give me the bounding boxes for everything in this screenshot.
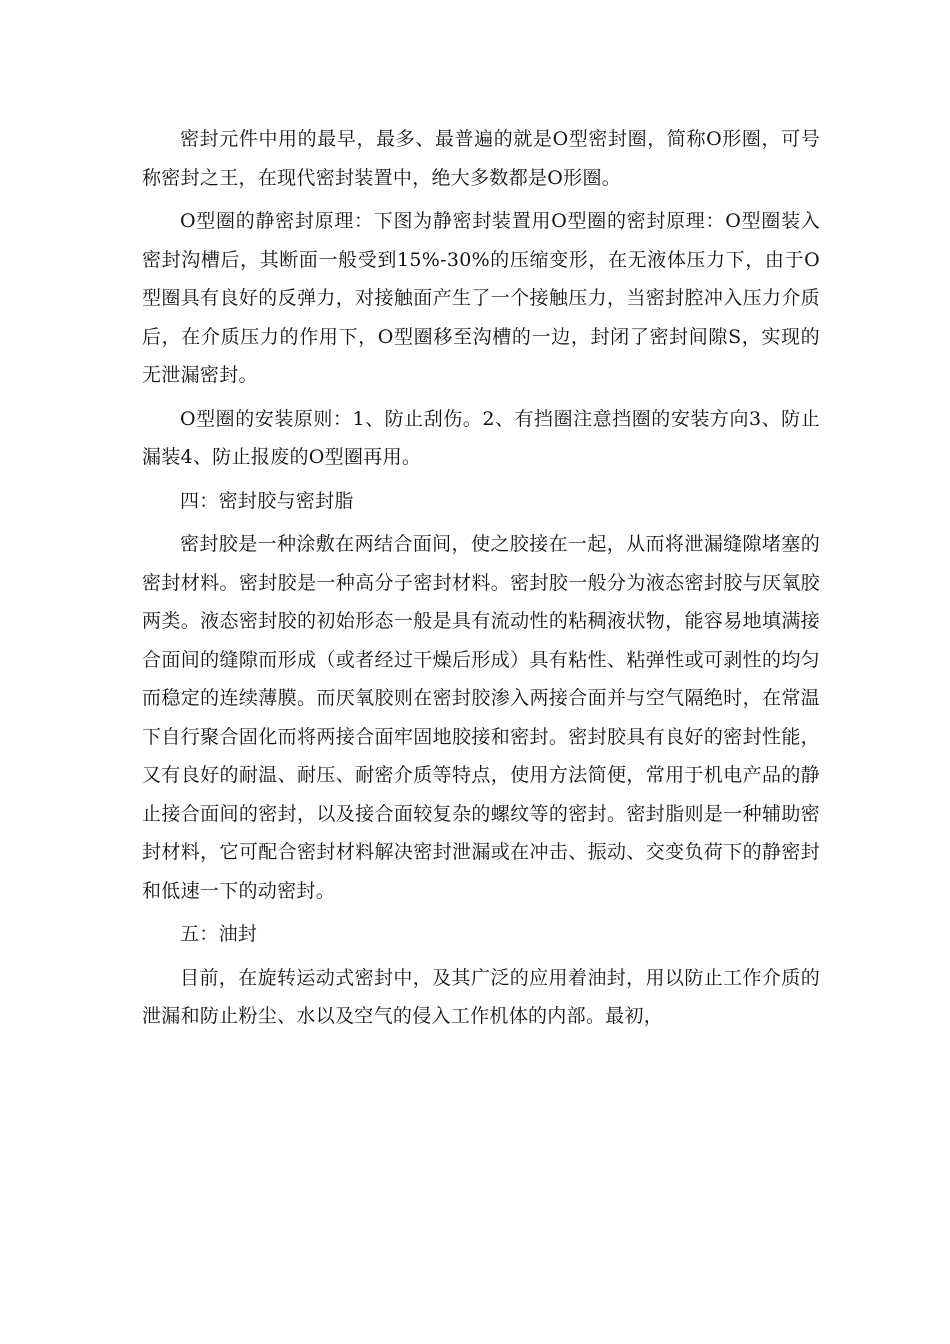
paragraph-o-ring-intro: 密封元件中用的最早，最多、最普遍的就是O型密封圈，简称O形圈，可号称密封之王，在现代密封装置中，绝大多数都是O形圈。 bbox=[142, 128, 820, 189]
paragraph-o-ring-installation: O型圈的安装原则：1、防止刮伤。2、有挡圈注意挡圈的安装方向3、防止漏装4、防止报废的O型圈再用。 bbox=[142, 407, 820, 468]
section-heading-sealant-grease: 四：密封胶与密封脂 bbox=[180, 489, 354, 512]
paragraph-o-ring-static-seal-principle: O型圈的静密封原理：下图为静密封装置用O型圈的密封原理：O型圈装入密封沟槽后，其断面一般受到15%-30%的压缩变形，在无液体压力下，由于O型圈具有良好的反弹力，对接触面产生了一个接触压力，当密封腔冲入压力介质后，在介质压力的作用下，O型圈移至沟槽的一边，封闭了密封间隙S，实现的无泄漏密封。 bbox=[142, 210, 820, 386]
document-body bbox=[142, 120, 820, 1041]
section-heading-oil-seal: 五：油封 bbox=[180, 923, 258, 945]
paragraph-oil-seal-intro: 目前，在旋转运动式密封中，及其广泛的应用着油封，用以防止工作介质的泄漏和防止粉尘、水以及空气的侵入工作机体的内部。最初， bbox=[142, 966, 820, 1027]
paragraph-sealant-description: 密封胶是一种涂敷在两结合面间，使之胶接在一起，从而将泄漏缝隙堵塞的密封材料。密封胶是一种高分子密封材料。密封胶一般分为液态密封胶与厌氧胶两类。液态密封胶的初始形态一般是具有流动性的粘稠液状物，能容易地填满接合面间的缝隙而形成（或者经过干燥后形成）具有粘性、粘弹性或可剥性的均匀而稳定的连续薄膜。而厌氧胶则在密封胶渗入两接合面并与空气隔绝时，在常温下自行聚合固化而将两接合面牢固地胶接和密封。密封胶具有良好的密封性能，又有良好的耐温、耐压、耐密介质等特点，使用方法简便，常用于机电产品的静止接合面间的密封，以及接合面较复杂的螺纹等的密封。密封脂则是一种辅助密封材料，它可配合密封材料解决密封泄漏或在冲击、振动、交变负荷下的静密封和低速一下的动密封。 bbox=[142, 533, 820, 902]
